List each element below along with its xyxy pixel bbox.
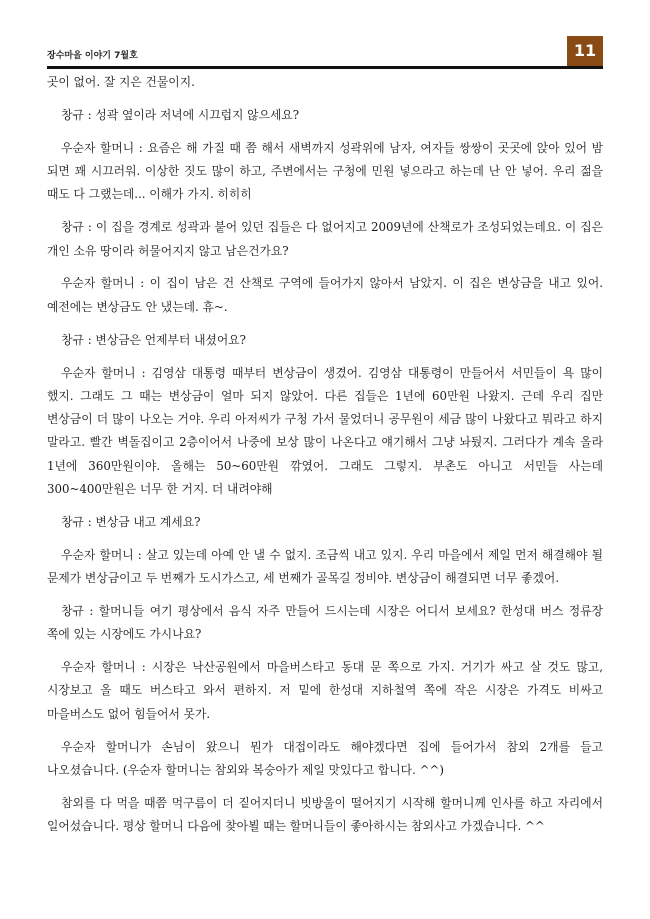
page-number-badge: 11 <box>567 36 603 66</box>
paragraph-answer: 우순자 할머니 : 살고 있는데 아예 안 낼 수 없지. 조금씩 내고 있지. 우리 마을에서 제일 먼저 해결해야 될 문제가 변상금이고 두 번째가 도시가스고, 세 번째가 골목길 정비야. 변상금이 해결되면 너무 좋겠어. <box>47 547 603 586</box>
paragraph-question: 창규 : 성곽 옆이라 저녁에 시끄럽지 않으세요? <box>61 107 300 122</box>
paragraph-answer: 우순자 할머니 : 이 집이 남은 건 산책로 구역에 들어가지 않아서 남았지. 이 집은 변상금을 내고 있어. 예전에는 변상금도 안 냈는데. 휴~. <box>47 276 603 314</box>
paragraph-answer: 우순자 할머니 : 요즘은 해 가질 때 쯤 해서 새벽까지 성곽위에 남자, 여자들 쌍쌍이 곳곳에 앉아 있어 밤 되면 꽤 시끄러워. 이상한 짓도 많이 하고, 주변에서는 구청에 민원 넣으라고 하는데 난 안 넣어. 우리 젊을 때도 다 그랬는데... 이해가 가지. 히히히 <box>47 140 603 202</box>
header-divider <box>47 66 603 69</box>
paragraph-question: 창규 : 변상금은 언제부터 내셨어요? <box>61 332 246 347</box>
paragraph-question: 창규 : 이 집을 경계로 성곽과 붙어 있던 집들은 다 없어지고 2009년에 산책로가 조성되었는데요. 이 집은 개인 소유 땅이라 허물어지지 않고 남은건가요? <box>47 220 603 258</box>
newsletter-title: 장수마을 이야기 7월호 <box>47 51 138 61</box>
page-header <box>47 36 603 66</box>
paragraph-continuation: 곳이 없어. 잘 지은 건물이지. <box>47 75 195 89</box>
paragraph-narrative: 참외를 다 먹을 때쯤 먹구름이 더 짙어지더니 빗방울이 떨어지기 시작해 할머니께 인사를 하고 자리에서 일어섰습니다. 평상 할머니 다음에 찾아뵐 때는 할머니들이 좋아하시는 참외사고 가겠습니다. ^^ <box>47 795 603 834</box>
paragraph-question: 창규 : 할머니들 여기 평상에서 음식 자주 만들어 드시는데 시장은 어디서 보세요? 한성대 버스 정류장 쪽에 있는 시장에도 가시나요? <box>47 603 603 642</box>
paragraph-narrative: 우순자 할머니가 손님이 왔으니 뭔가 대접이라도 해야겠다면 집에 들어가서 참외 2개를 들고 나오셨습니다. (우순자 할머니는 참외와 복숭아가 제일 맛있다고 합니다. ^^) <box>47 739 603 777</box>
article-body <box>47 71 603 848</box>
paragraph-answer: 우순자 할머니 : 김영삼 대통령 때부터 변상금이 생겼어. 김영삼 대통령이 만들어서 서민들이 욕 많이 했지. 그래도 그 때는 변상금이 얼마 되지 않았어. 다른 집들은 1년에 60만원 나왔지. 근데 우리 집만 변상금이 더 많이 나오는 거야. 우리 아저씨가 구청 가서 물었더니 공무원이 세금 많이 나왔다고 뭐라고 하지 말라고. 빨간 벽돌집이고 2층이어서 나중에 보상 많이 나온다고 얘기해서 그냥 놔뒀지. 그러다가 계속 올라 1년에 360만원이야. 올해는 50~60만원 깎였어. 그래도 그렇지. 부촌도 아니고 서민들 사는데 300~400만원은 너무 한 거지. 더 내려야해 <box>47 365 603 497</box>
paragraph-question: 창규 : 변상금 내고 계세요? <box>61 514 201 529</box>
paragraph-answer: 우순자 할머니 : 시장은 낙산공원에서 마을버스타고 동대 문 쪽으로 가지. 거기가 싸고 살 것도 많고, 시장보고 올 때도 버스타고 와서 편하지. 저 밑에 한성대 지하철역 쪽에 작은 시장은 가격도 비싸고 마을버스도 없어 힘들어서 못가. <box>47 660 603 721</box>
